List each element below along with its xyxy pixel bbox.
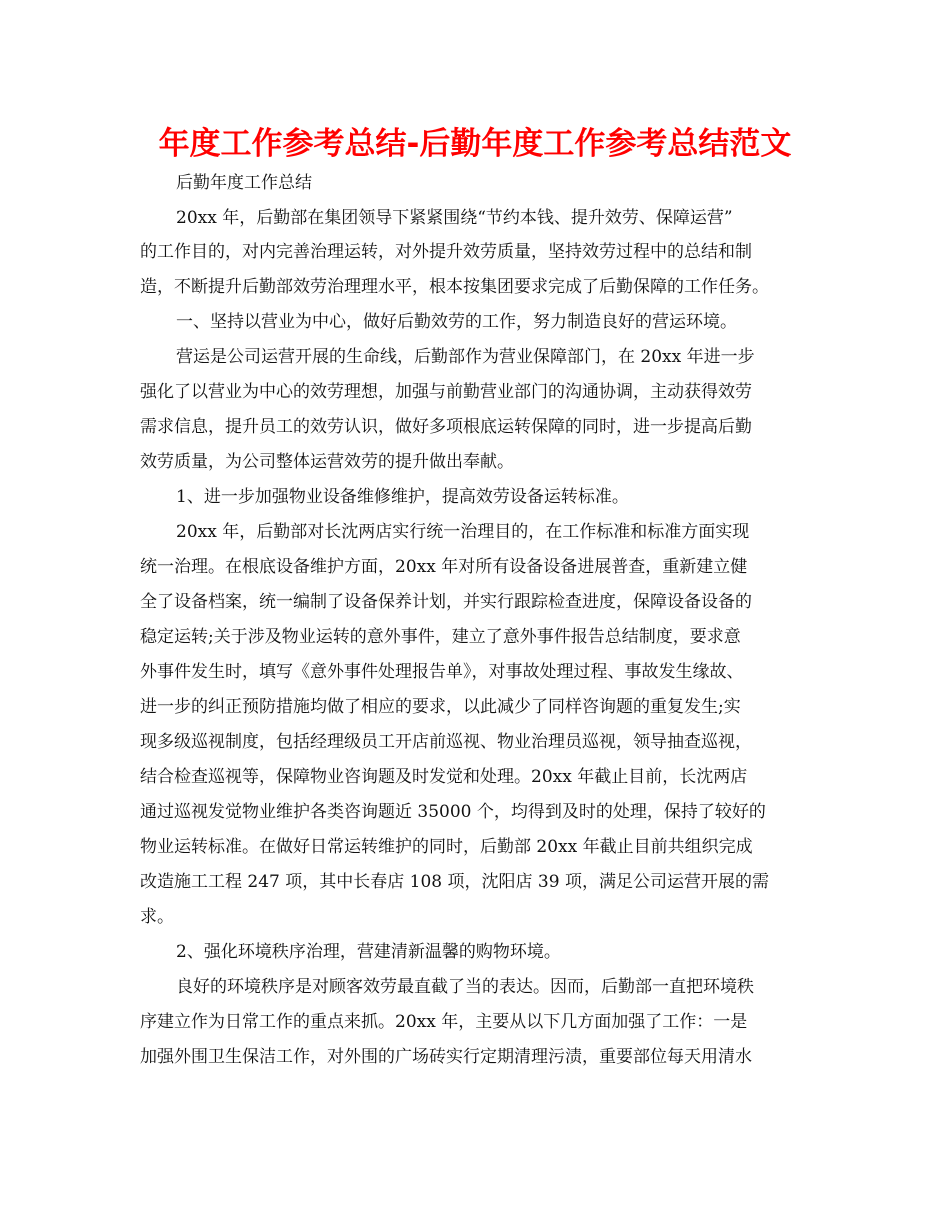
paragraph-line: 营运是公司运营开展的生命线，后勤部作为营业保障部门，在 20xx 年进一步: [176, 347, 755, 367]
paragraph-line: 稳定运转;关于涉及物业运转的意外事件，建立了意外事件报告总结制度，要求意: [140, 627, 741, 647]
paragraph-line: 改造施工工程 247 项，其中长春店 108 项，沈阳店 39 项，满足公司运营开展的需: [140, 872, 769, 892]
paragraph-line: 的工作目的，对内完善治理运转，对外提升效劳质量，坚持效劳过程中的总结和制: [140, 242, 752, 262]
paragraph-line: 一、坚持以营业为中心，做好后勤效劳的工作，努力制造良好的营运环境。: [176, 312, 737, 332]
document-title: 年度工作参考总结-后勤年度工作参考总结范文: [158, 126, 792, 162]
paragraph-line: 外事件发生时，填写《意外事件处理报告单》，对事故处理过程、事故发生缘故、: [140, 662, 744, 682]
paragraph-line: 强化了以营业为中心的效劳理想，加强与前勤营业部门的沟通协调，主动获得效劳: [140, 382, 752, 402]
paragraph-line: 造，不断提升后勤部效劳治理理水平，根本按集团要求完成了后勤保障的工作任务。: [140, 277, 769, 297]
paragraph-line: 求。: [140, 907, 174, 927]
paragraph-line: 全了设备档案，统一编制了设备保养计划，并实行跟踪检查进度，保障设备设备的: [140, 592, 752, 612]
paragraph-line: 进一步的纠正预防措施均做了相应的要求，以此减少了同样咨询题的重复发生;实: [140, 697, 741, 717]
paragraph-line: 1、进一步加强物业设备维修维护，提高效劳设备运转标准。: [176, 487, 629, 507]
paragraph-line: 效劳质量，为公司整体运营效劳的提升做出奉献。: [140, 452, 514, 472]
paragraph-line: 2、强化环境秩序治理，营建清新温馨的购物环境。: [176, 942, 561, 962]
paragraph-line: 现多级巡视制度，包括经理级员工开店前巡视、物业治理员巡视，领导抽查巡视，: [140, 732, 752, 752]
paragraph-line: 后勤年度工作总结: [176, 173, 312, 193]
paragraph-line: 良好的环境秩序是对顾客效劳最直截了当的表达。因而，后勤部一直把环境秩: [176, 977, 754, 997]
paragraph-line: 物业运转标准。在做好日常运转维护的同时，后勤部 20xx 年截止目前共组织完成: [140, 837, 753, 857]
paragraph-line: 20xx 年，后勤部在集团领导下紧紧围绕“节约本钱、提升效劳、保障运营”: [176, 208, 733, 228]
paragraph-line: 通过巡视发觉物业维护各类咨询题近 35000 个，均得到及时的处理，保持了较好的: [140, 802, 766, 822]
paragraph-line: 加强外围卫生保洁工作，对外围的广场砖实行定期清理污渍，重要部位每天用清水: [140, 1047, 752, 1067]
paragraph-line: 序建立作为日常工作的重点来抓。20xx 年，主要从以下几方面加强了工作：一是: [140, 1012, 748, 1032]
paragraph-line: 需求信息，提升员工的效劳认识，做好多项根底运转保障的同时，进一步提高后勤: [140, 417, 752, 437]
paragraph-line: 统一治理。在根底设备维护方面，20xx 年对所有设备设备进展普查，重新建立健: [140, 557, 748, 577]
paragraph-line: 20xx 年，后勤部对长沈两店实行统一治理目的，在工作标准和标准方面实现: [176, 522, 750, 542]
paragraph-line: 结合检查巡视等，保障物业咨询题及时发觉和处理。20xx 年截止目前，长沈两店: [140, 767, 748, 787]
